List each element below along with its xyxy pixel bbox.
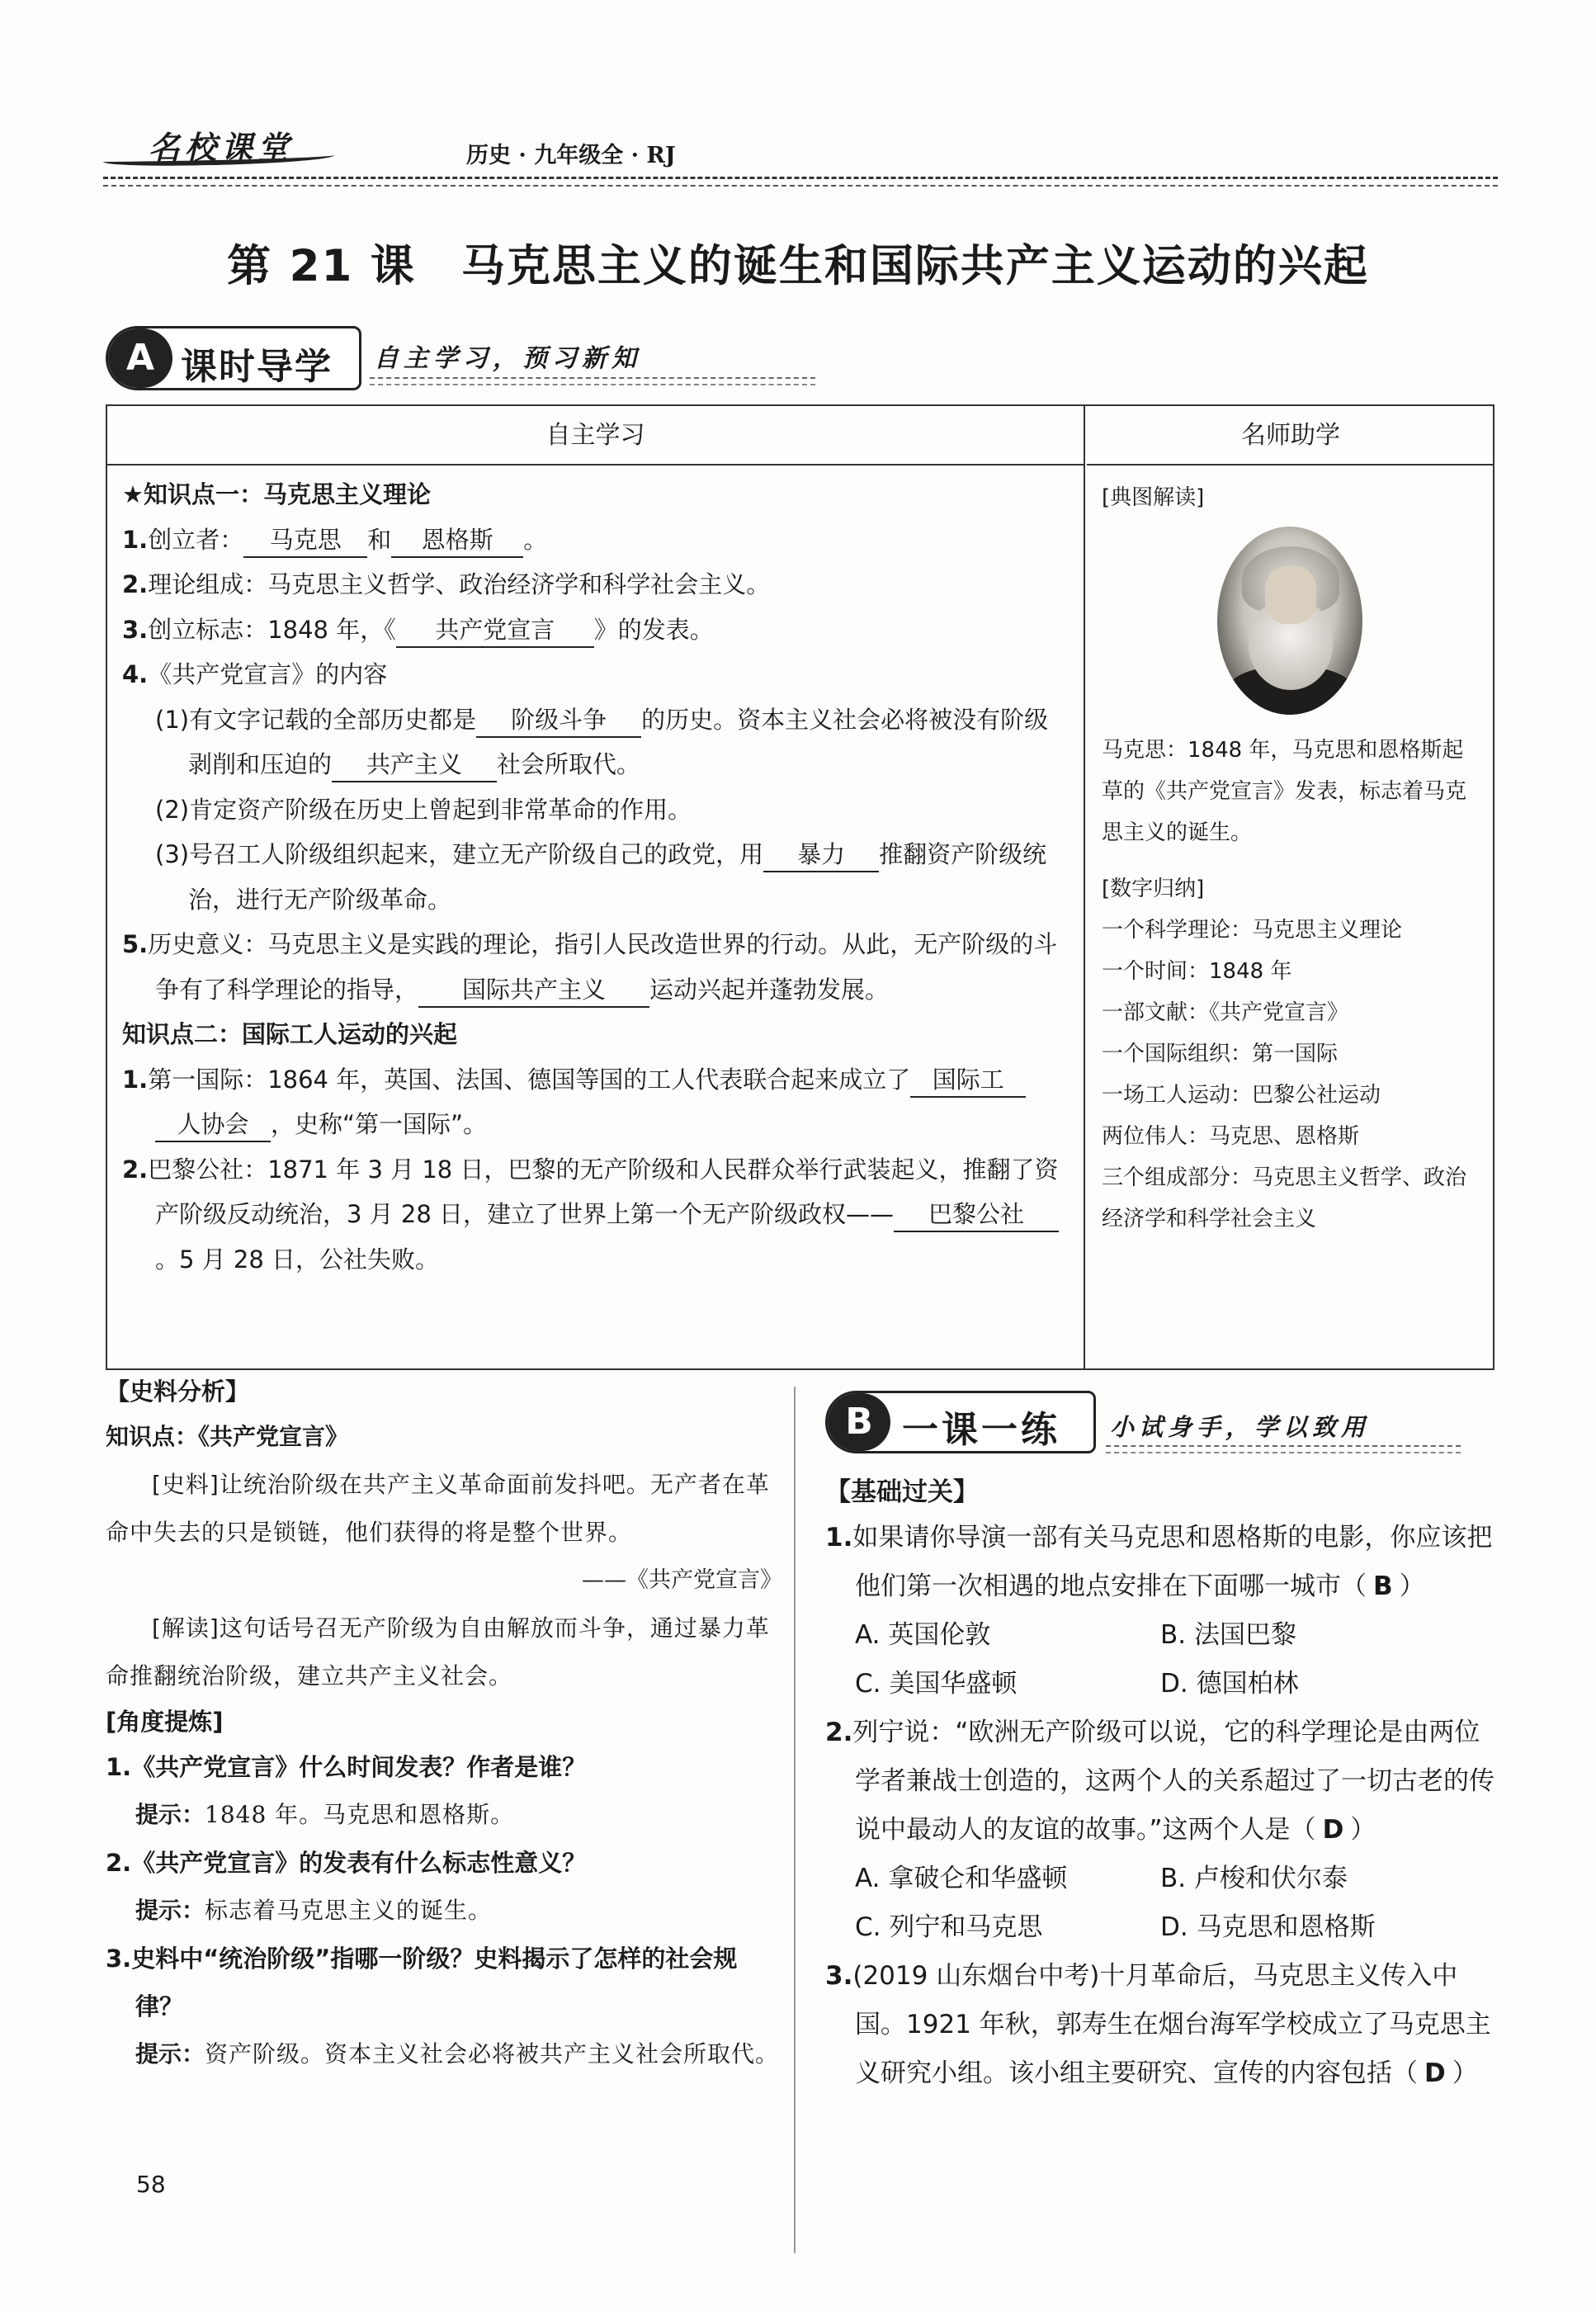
kp2-item-1: 1.第一国际：1864 年，英国、法国、德国等国的工人代表联合起来成立了 国际工 人协会 ，史称“第一国际”。 — [122, 1057, 1072, 1147]
kp1-item-5: 5.历史意义：马克思主义是实践的理论，指引人民改造世界的行动。从此，无产阶级的斗争有了科学理论的指导， 国际共产主义 运动兴起并蓬勃发展。 — [122, 922, 1072, 1012]
teacher-help-body — [1087, 466, 1494, 1240]
summary-item: 两位伟人：马克思、恩格斯 — [1102, 1124, 1360, 1149]
self-study-column — [107, 406, 1085, 1368]
kp1-item-4: 4.《共产党宣言》的内容 — [122, 660, 388, 688]
summary-item: 三个组成部分：马克思主义哲学、政治经济学和科学社会主义 — [1102, 1165, 1467, 1231]
page-number: 58 — [136, 2171, 166, 2198]
fill-blank: 阶级斗争 — [476, 703, 641, 738]
marx-portrait — [1217, 527, 1362, 715]
analysis-kp: 知识点：《共产党宣言》 — [106, 1423, 349, 1450]
analysis-hint: 提示：1848 年。马克思和恩格斯。 — [135, 1801, 515, 1828]
kp1-item-2: 2.理论组成：马克思主义哲学、政治经济学和科学社会主义。 — [122, 570, 771, 598]
option: D. 德国柏林 — [1160, 1669, 1299, 1699]
source-text: [史料]让统治阶级在共产主义革命面前发抖吧。无产者在革命中失去的只是锁链，他们获得的将是整个世界。 — [106, 1471, 770, 1546]
fill-blank: 恩格斯 — [391, 523, 523, 558]
analysis-title: 【史料分析】 — [106, 1378, 250, 1406]
analysis-hint: 提示：资产阶级。资本主义社会必将被共产主义社会所取代。 — [135, 2040, 780, 2068]
angle-title: [角度提炼] — [106, 1708, 224, 1736]
section-a-badge — [106, 326, 361, 390]
figure-reading-label: [典图解读] — [1102, 485, 1205, 510]
practice-question-1: 1.如果请你导演一部有关马克思和恩格斯的电影，你应该把他们第一次相遇的地点安排在下面哪一城市（ B ） — [825, 1523, 1493, 1601]
teacher-help-column — [1087, 406, 1494, 1368]
self-study-body — [107, 466, 1084, 1282]
analysis-hint: 提示：标志着马克思主义的诞生。 — [135, 1897, 493, 1924]
analysis-question: 2.《共产党宣言》的发表有什么标志性意义？ — [106, 1849, 587, 1877]
analysis-question: 1.《共产党宣言》什么时间发表？作者是谁？ — [106, 1753, 587, 1781]
practice-section — [825, 1471, 1495, 2098]
tagline-rule — [1106, 1445, 1461, 1447]
section-b-tagline: 小试身手，学以致用 — [1110, 1413, 1371, 1441]
knowledge-table — [106, 404, 1494, 1370]
fill-blank: 暴力 — [763, 838, 879, 872]
header-divider-2 — [103, 185, 1498, 187]
brand-underline — [103, 150, 334, 168]
source-analysis — [106, 1370, 782, 2078]
option: D. 马克思和恩格斯 — [1160, 1912, 1376, 1942]
subject-label: 历史 · 九年级全 · RJ — [466, 143, 676, 168]
kp1-item-4-3: (3)号召工人阶级组织起来，建立无产阶级自己的政党，用 暴力 推翻资产阶级统治，进行无产阶级革命。 — [122, 832, 1072, 922]
tagline-rule-2 — [1106, 1452, 1461, 1453]
fill-blank: 马克思 — [243, 523, 367, 558]
kp2-title: 知识点二：国际工人运动的兴起 — [122, 1020, 458, 1048]
option: B. 法国巴黎 — [1160, 1620, 1296, 1650]
kp1-item-4-2: (2)肯定资产阶级在历史上曾起到非常革命的作用。 — [155, 795, 692, 824]
source-attribution: ——《共产党宣言》 — [582, 1567, 782, 1593]
section-b-badge — [825, 1391, 1096, 1453]
practice-question-3: 3.(2019 山东烟台中考)十月革命后，马克思主义传入中国。1921 年秋，郭寿生在烟台海军学校成立了马克思主义研究小组。该小组主要研究、宣传的内容包括（ D ） — [825, 1961, 1491, 2088]
answer: D — [1322, 1815, 1344, 1845]
fill-blank: 共产党宣言 — [396, 613, 594, 648]
reading-text: [解读]这句话号召无产阶级为自由解放而斗争，通过暴力革命推翻统治阶级，建立共产主义社会。 — [106, 1614, 770, 1690]
kp1-title: ★知识点一：马克思主义理论 — [122, 480, 431, 508]
option: A. 英国伦敦 — [855, 1620, 991, 1650]
section-a-tagline: 自主学习，预习新知 — [374, 344, 641, 373]
section-a-letter: A — [108, 328, 172, 388]
fill-blank: 人协会 — [155, 1108, 271, 1142]
fill-blank: 国际工 — [910, 1063, 1026, 1098]
kp2-item-2: 2.巴黎公社：1871 年 3 月 18 日，巴黎的无产阶级和人民群众举行武装起义，推翻了资产阶级反动统治，3 月 28 日，建立了世界上第一个无产阶级政权—— 巴黎公社。5 月 28 日，公社失败。 — [122, 1155, 1059, 1274]
options-q2 — [825, 1855, 1495, 1952]
fill-blank: 巴黎公社 — [894, 1198, 1059, 1232]
section-b-heading — [825, 1391, 1494, 1455]
practice-title: 【基础过关】 — [825, 1477, 979, 1507]
practice-question-2: 2.列宁说：“欧洲无产阶级可以说，它的科学理论是由两位学者兼战士创造的，这两个人的关系超过了一切古老的传说中最动人的友谊的故事。”这两个人是（ D ） — [825, 1718, 1494, 1845]
header-divider — [103, 177, 1498, 179]
summary-item: 一部文献：《共产党宣言》 — [1102, 1000, 1349, 1025]
option: B. 卢梭和伏尔泰 — [1160, 1864, 1348, 1893]
brand-logo: 名校课堂 — [149, 130, 295, 166]
option: A. 拿破仑和华盛顿 — [855, 1864, 1068, 1893]
analysis-question: 3.史料中“统治阶级”指哪一阶级？史料揭示了怎样的社会规律？ — [106, 1945, 738, 2020]
option: C. 列宁和马克思 — [855, 1912, 1043, 1942]
portrait-caption: 马克思：1848 年，马克思和恩格斯起草的《共产党宣言》发表，标志着马克思主义的诞生。 — [1102, 738, 1467, 845]
section-b-name: 一课一练 — [902, 1409, 1060, 1451]
number-summary-label: [数字归纳] — [1102, 877, 1205, 901]
column-divider — [794, 1387, 796, 2253]
section-a-name: 课时导学 — [181, 346, 333, 388]
kp1-item-1: 1.创立者： 马克思 和 恩格斯 。 — [122, 517, 1072, 563]
teacher-help-header: 名师助学 — [1087, 406, 1494, 466]
kp1-item-3: 3.创立标志：1848 年，《 共产党宣言 》的发表。 — [122, 607, 1072, 653]
fill-blank: 国际共产主义 — [418, 973, 649, 1008]
answer: B — [1373, 1571, 1393, 1601]
page-header — [103, 116, 1498, 190]
tagline-rule — [370, 377, 815, 379]
summary-item: 一场工人运动：巴黎公社运动 — [1102, 1083, 1381, 1108]
summary-item: 一个科学理论：马克思主义理论 — [1102, 918, 1403, 943]
lesson-title: 第 21 课 马克思主义的诞生和国际共产主义运动的兴起 — [227, 241, 1369, 291]
fill-blank: 共产主义 — [332, 748, 497, 782]
answer: D — [1424, 2058, 1446, 2088]
option: C. 美国华盛顿 — [855, 1669, 1018, 1699]
self-study-header: 自主学习 — [107, 406, 1084, 466]
kp1-item-4-1: (1)有文字记载的全部历史都是 阶级斗争 的历史。资本主义社会必将被没有阶级剥削和压迫的 共产主义 社会所取代。 — [122, 697, 1072, 787]
summary-item: 一个时间：1848 年 — [1102, 959, 1292, 984]
tagline-rule-2 — [370, 384, 815, 385]
options-q1 — [825, 1611, 1495, 1708]
section-b-letter: B — [828, 1393, 890, 1451]
summary-item: 一个国际组织：第一国际 — [1102, 1042, 1339, 1066]
